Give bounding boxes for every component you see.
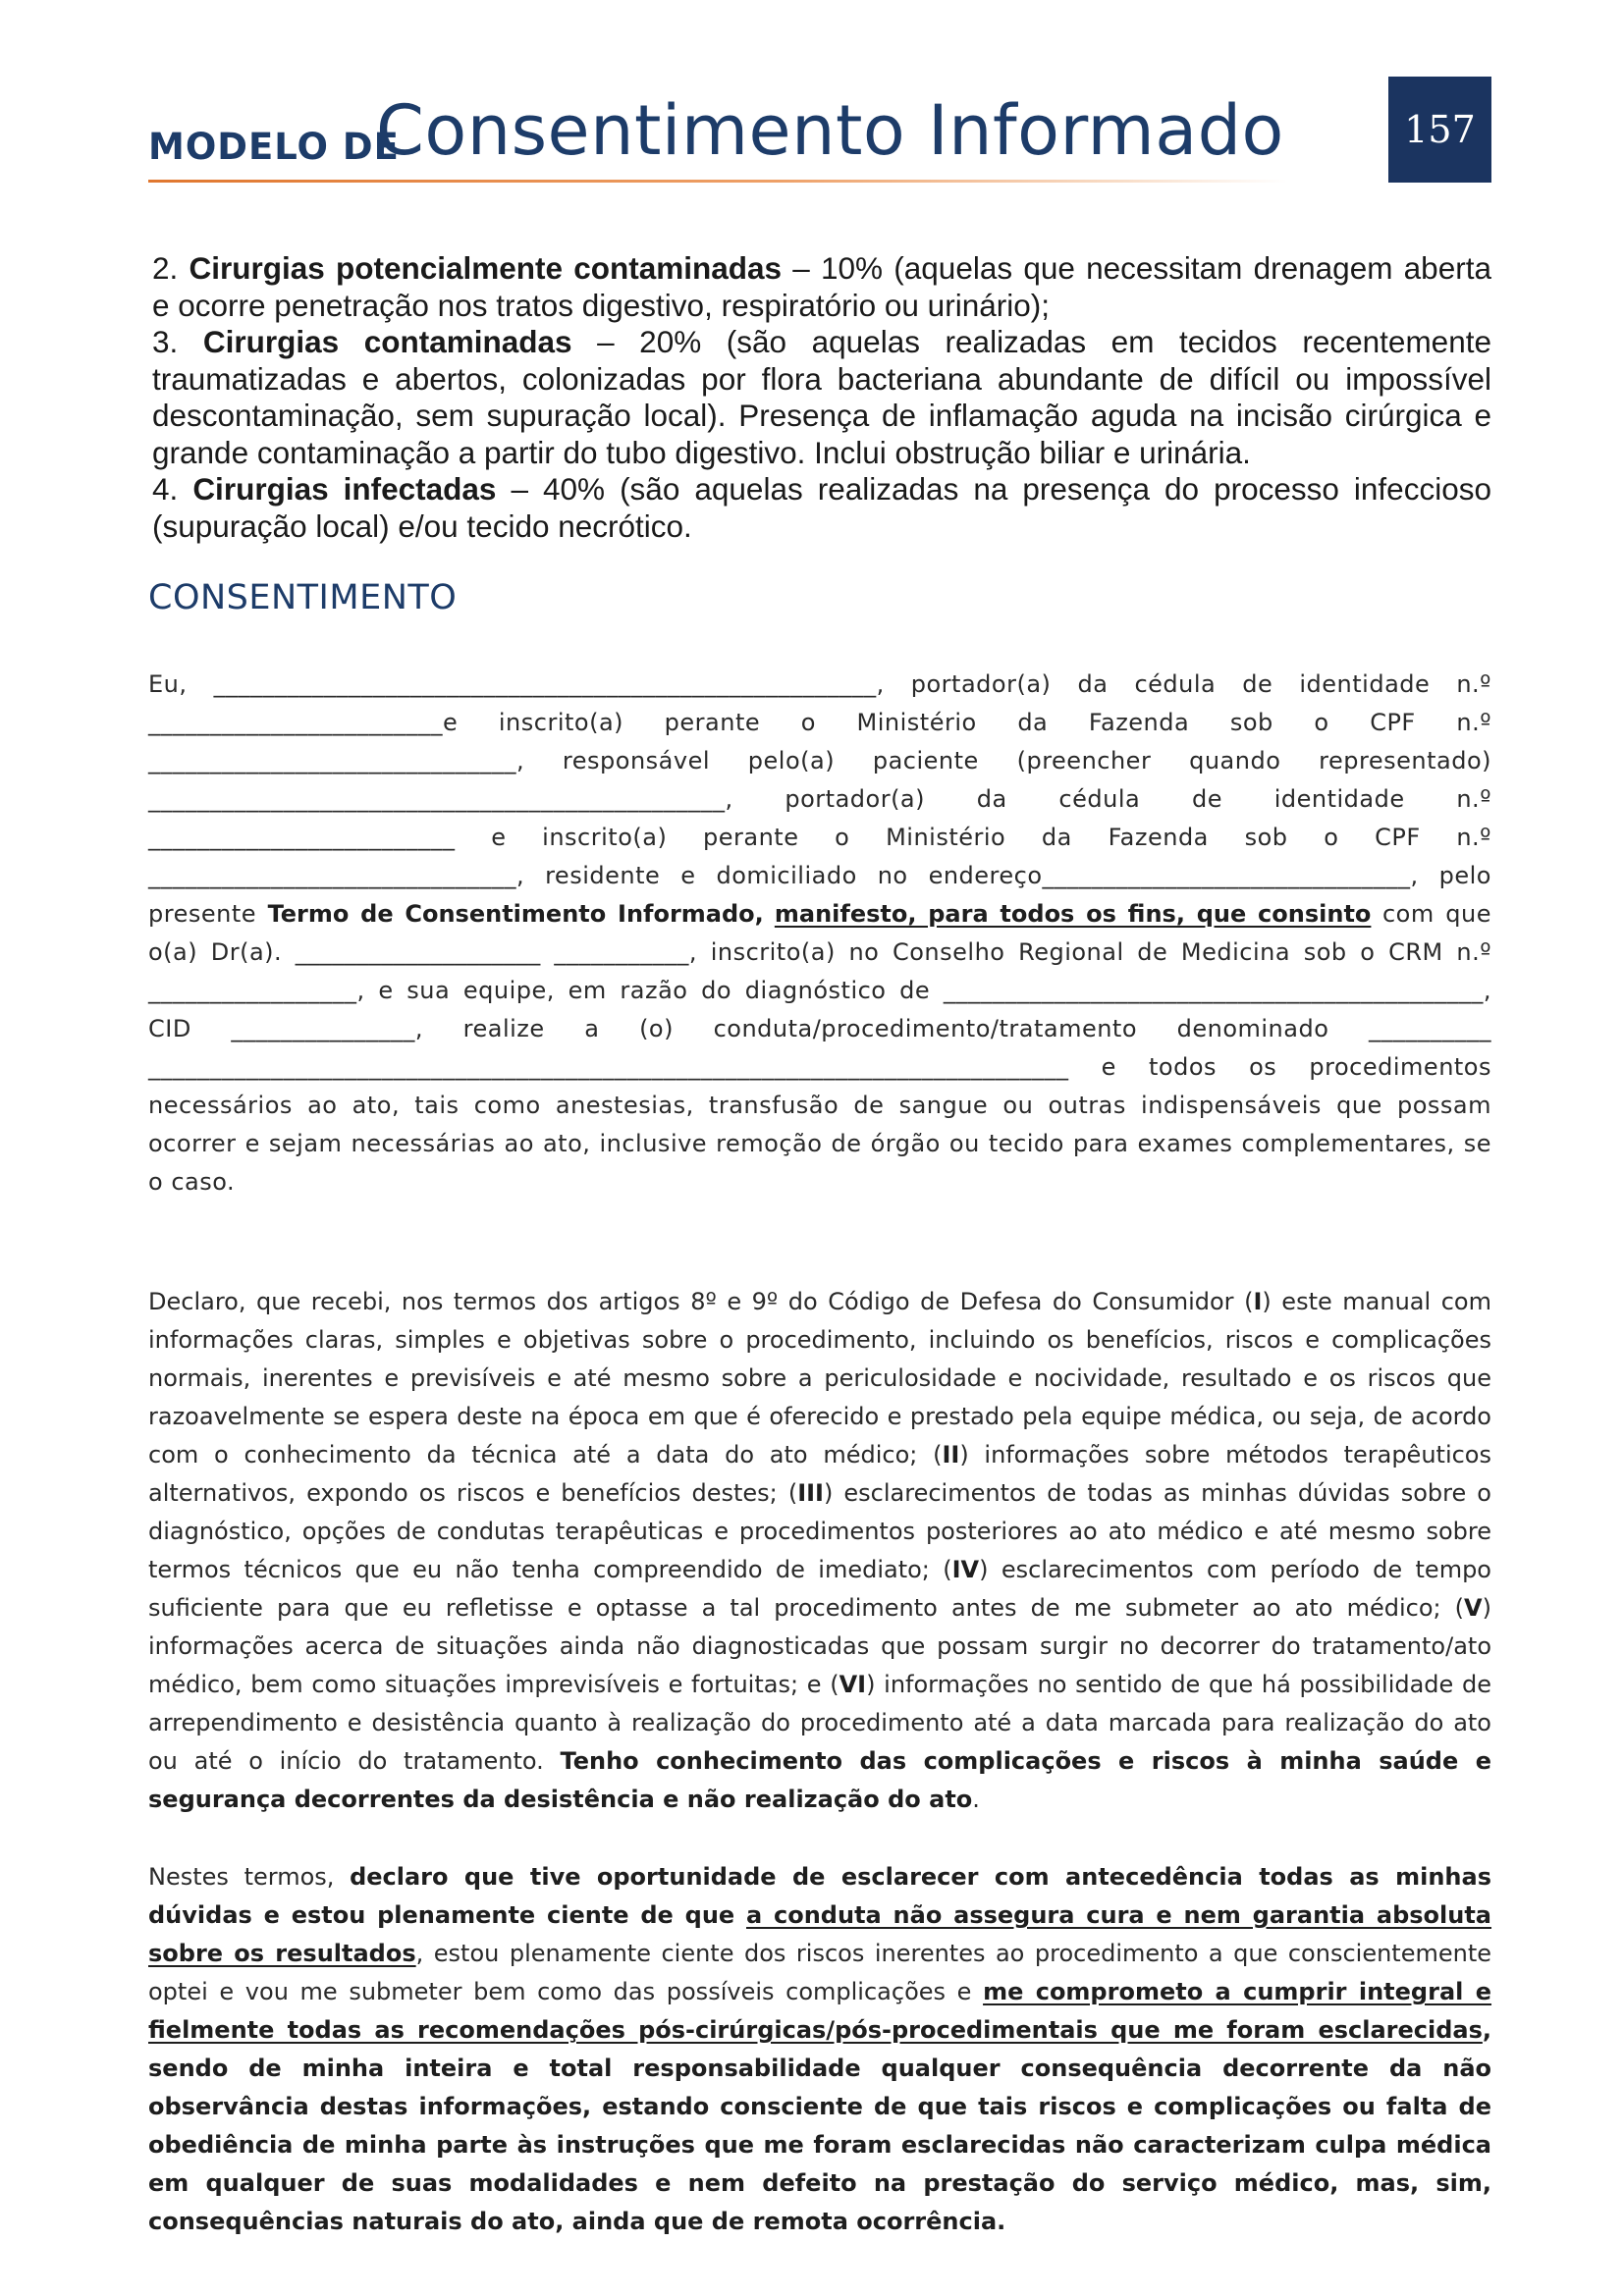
roman-numeral: VI (839, 1671, 867, 1698)
roman-numeral: IV (951, 1556, 980, 1583)
list-item-term: Cirurgias infectadas (192, 471, 497, 507)
list-item (152, 324, 1491, 471)
header-title: Consentimento Informado (376, 90, 1284, 171)
header-title-prefix: MODELO DE (148, 126, 400, 168)
consent-term-title: Termo de Consentimento Informado, (267, 900, 764, 928)
page-number: 157 (1388, 77, 1491, 183)
terms-underlined-emphasis: a conduta não assegura cura e nem garantia absoluta sobre os resultados (148, 1901, 1492, 1967)
terms-emphasis: declaro que tive oportunidade de esclarecer com antecedência todas as minhas dúvidas e estou plenamente ciente de que (148, 1863, 1491, 1929)
declaration-text: ) este manual com informações claras, simples e objetivas sobre o procedimento, incluindo os benefícios, riscos e complicações normais, inerentes e previsíveis e até mesmo sobre a periculosidade e nocividade, resultado e os riscos que razoavelmente se espera deste na época em que é oferecido e prestado pela equipe médica, ou seja, de acordo com o conhecimento da técnica até a data do ato médico; ( (148, 1288, 1491, 1468)
list-item-number: 2. (152, 250, 179, 286)
declaration-emphasis: Tenho conhecimento das complicações e riscos à minha saúde e segurança decorrentes da desistência e não realização do ato (148, 1747, 1491, 1813)
list-item-number: 4. (152, 471, 179, 507)
list-item-number: 3. (152, 324, 179, 359)
contamination-list (152, 250, 1491, 545)
terms-text: Nestes termos, (148, 1863, 351, 1891)
consent-declaration: manifesto, para todos os fins, que consinto (774, 900, 1372, 928)
declaration-text: ) esclarecimentos com período de tempo suficiente para que eu refletisse e optasse a tal procedimento antes de me submeter ao ato médico; ( (148, 1556, 1491, 1622)
page-header (148, 90, 1486, 188)
terms-emphasis: , sendo de minha inteira e total responsabilidade qualquer consequência decorrente da não observância destas informações, estando consciente de que tais riscos e complicações ou falta de obediência de minha parte às instruções que me foram esclarecidas não caracterizam culpa médica em qualquer de suas modalidades e nem defeito na prestação do serviço médico, mas, sim, consequências naturais do ato, ainda que de remota ocorrência. (148, 2016, 1491, 2235)
declaration-text: . (972, 1786, 980, 1813)
roman-numeral: III (797, 1479, 824, 1507)
declaration-paragraph (148, 1283, 1491, 1819)
roman-numeral: V (1464, 1594, 1483, 1622)
roman-numeral: I (1253, 1288, 1263, 1315)
roman-numeral: II (942, 1441, 960, 1468)
list-item-text: – 10% (aquelas que necessitam drenagem aberta e ocorre penetração nos tratos digestivo, respiratório ou urinário); (152, 250, 1491, 323)
header-divider (148, 180, 1287, 183)
list-item-text: – 40% (são aquelas realizadas na presença do processo infeccioso (supuração local) e/ou tecido necrótico. (152, 471, 1491, 544)
declaration-text: Declaro, que recebi, nos termos dos artigos 8º e 9º do Código de Defesa do Consumidor ( (148, 1288, 1254, 1315)
list-item-term: Cirurgias contaminadas (202, 324, 572, 359)
consent-text: Eu, ______________________________________________________, portador(a) da cédula de identidade n.º ________________________e inscrito(a) perante o Ministério da Fazenda sob o CPF n.º ______________________________, responsável pelo(a) paciente (preencher quando representado) _______________________________________________, portador(a) da cédula de identidade n.º _________________________ e inscrito(a) perante o Ministério da Fazenda sob o CPF n.º ______________________________, residente e domiciliado no endereço______________________________, pelo presente (148, 670, 1491, 928)
spacer (764, 900, 775, 928)
declaration-text: ) informações acerca de situações ainda não diagnosticadas que possam surgir no decorrer do tratamento/ato médico, bem como situações imprevisíveis e fortuitas; e ( (148, 1594, 1491, 1698)
section-heading: CONSENTIMENTO (148, 578, 458, 617)
declaration-text: ) informações sobre métodos terapêuticos alternativos, expondo os riscos e benefícios destes; ( (148, 1441, 1491, 1507)
terms-text: , estou plenamente ciente dos riscos inerentes ao procedimento a que conscientemente optei e vou me submeter bem como das possíveis complicações e (148, 1940, 1491, 2005)
terms-paragraph (148, 1858, 1491, 2241)
declaration-text: ) esclarecimentos de todas as minhas dúvidas sobre o diagnóstico, opções de condutas terapêuticas e procedimentos posteriores ao ato médico e até mesmo sobre termos técnicos que eu não tenha compreendido de imediato; ( (148, 1479, 1491, 1583)
list-item-term: Cirurgias potencialmente contaminadas (189, 250, 783, 286)
list-item (152, 250, 1491, 324)
terms-underlined-emphasis: me comprometo a cumprir integral e fielmente todas as recomendações pós-cirúrgicas/pós-procedimentais que me foram esclarecidas (148, 1978, 1492, 2044)
declaration-text: ) informações no sentido de que há possibilidade de arrependimento e desistência quanto à realização do procedimento até a data marcada para realização do ato ou até o início do tratamento. (148, 1671, 1492, 1775)
list-item (152, 471, 1491, 545)
consent-paragraph (148, 666, 1491, 1201)
consent-text: com que o(a) Dr(a). ____________________ ___________, inscrito(a) no Conselho Regional de Medicina sob o CRM n.º _________________, e sua equipe, em razão do diagnóstico de ____________________________________________, CID _______________, realize a (o) conduta/procedimento/tratamento denominado __________ ___________________________________________________________________________ e todos os procedimentos necessários ao ato, tais como anestesias, transfusão de sangue ou outras indispensáveis que possam ocorrer e sejam necessárias ao ato, inclusive remoção de órgão ou tecido para exames complementares, se o caso. (148, 900, 1491, 1196)
list-item-text: – 20% (são aquelas realizadas em tecidos recentemente traumatizadas e abertos, colonizadas por flora bacteriana abundante de difícil ou impossível descontaminação, sem supuração local). Presença de inflamação aguda na incisão cirúrgica e grande contaminação a partir do tubo digestivo. Inclui obstrução biliar e urinária. (152, 324, 1491, 470)
